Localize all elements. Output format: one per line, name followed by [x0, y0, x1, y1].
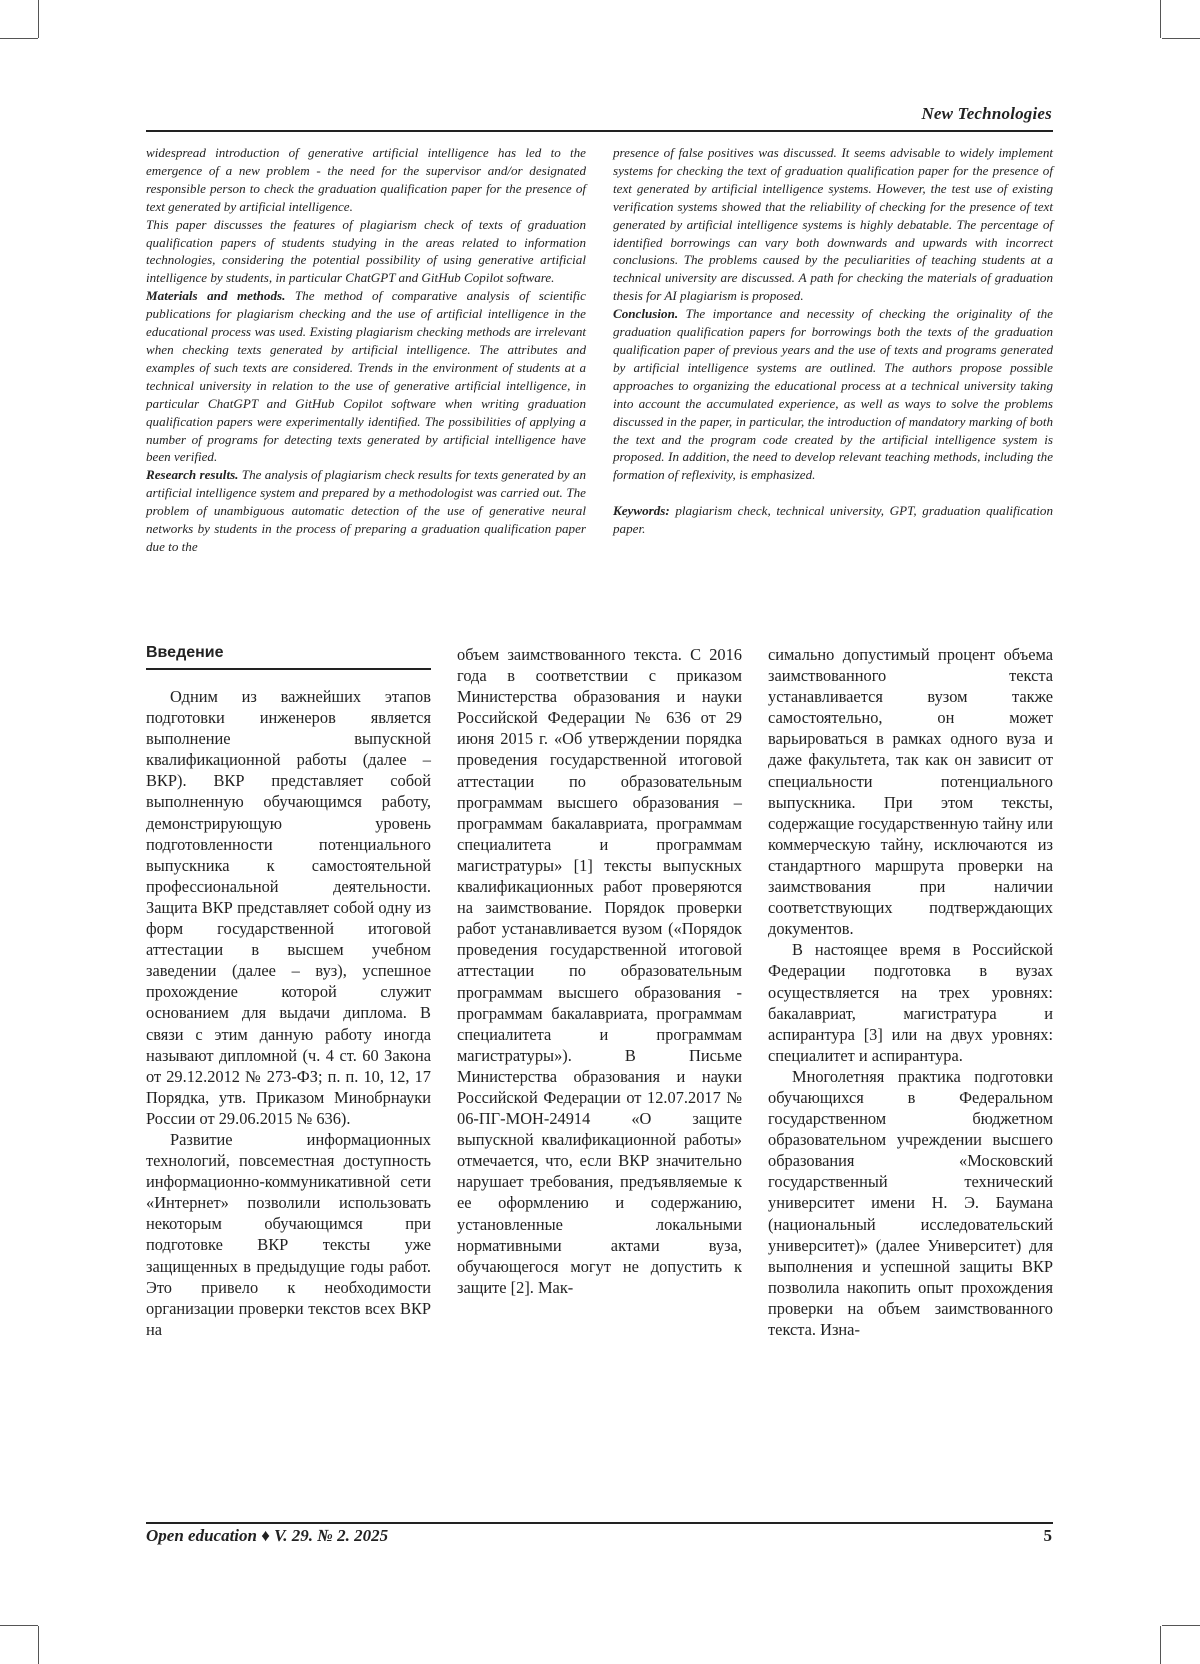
abstract: [146, 144, 1053, 556]
crop-mark: [0, 38, 38, 39]
body-paragraph: Одним из важнейших этапов подготовки инженеров является выполнение выпускной квалификационной работы (далее – ВКР). ВКР представляет собой выполненную обучающимся работу, демонстрирующую уровень подготовленности потенциального выпускника к самостоятельной профессиональной деятельности. Защита ВКР представляет собой одну из форм государственной итоговой аттестации в высшем учебном заведении (далее – вуз), успешное прохождение которой служит основанием для выдачи диплома. В связи с этим данную работу иногда называют дипломной (ч. 4 ст. 60 Закона от 29.12.2012 № 273-ФЗ; п. п. 10, 12, 17 Порядка, утв. Приказом Минобрнауки России от 29.06.2015 № 636).: [146, 687, 431, 1128]
body-column-1: [146, 686, 431, 1340]
body-paragraph: объем заимствованного текста. С 2016 года в соответствии с приказом Министерства образования и науки Российской Федерации № 636 от 29 июня 2015 г. «Об утверждении порядка проведения государственной итоговой аттестации по образовательным программам высшего образования – программам бакалавриата, программам специалитета и программам магистратуры» [1] тексты выпускных квалификационных работ проверяются на заимствование. Порядок проверки работ устанавливается вузом («Порядок проведения государственной итоговой аттестации по образовательным программам высшего образования - программам бакалавриата, программам специалитета и программам магистратуры»). В Письме Министерства образования и науки Российской Федерации от 12.07.2017 № 06-ПГ-МОН-24914 «О защите выпускной квалификационной работы» отмечается, что, если ВКР значительно нарушает требования, предъявляемые к ее оформлению и содержанию, установленные локальными нормативными актами вуза, обучающегося могут не допустить к защите [2]. Мак-: [457, 645, 742, 1297]
abstract-left-column: [146, 144, 586, 556]
crop-mark: [1160, 1626, 1161, 1664]
keywords-text: plagiarism check, technical university, GPT, graduation qualification paper.: [613, 503, 1053, 537]
abstract-paragraph: Materials and methods. The method of comparative analysis of scientific publications for plagiarism checking and the use of artificial intelligence in the educational process was used. Existing plagiarism checking methods are irrelevant when checking texts generated by artificial intelligence. The attributes and examples of such texts are considered. Trends in the environment of students at a technical university in relation to the use of generative artificial intelligence, in particular ChatGPT and GitHub Copilot software when writing graduation qualification papers were experimentally identified. The possibilities of applying a number of programs for detecting texts generated by artificial intelligence have been verified.: [146, 288, 586, 465]
crop-mark: [38, 1626, 39, 1664]
abstract-paragraph: presence of false positives was discussed. It seems advisable to widely implement systems for checking the text of graduation qualification paper for the presence of text generated by artificial intelligence systems. However, the test use of existing verification systems showed that the reliability of checking for the presence of text generated by artificial intelligence systems is highly debatable. The percentage of identified borrowings can vary both downwards and upwards with incorrect conclusions. The problems caused by the peculiarities of teaching students at a technical university are discussed. A path for checking the materials of graduation thesis for AI plagiarism is proposed.: [613, 145, 1053, 304]
abstract-right-column: [613, 144, 1053, 556]
conclusion-heading: Conclusion.: [613, 306, 679, 322]
keywords-label: Keywords:: [613, 503, 670, 519]
abstract-paragraph: widespread introduction of generative artificial intelligence has led to the emergence of a new problem - the need for the supervisor and/or designated responsible person to check the graduation qualification paper for the presence of text generated by artificial intelligence.: [146, 145, 586, 214]
body-paragraph: Развитие информационных технологий, повсеместная доступность информационно-коммуникативной сети «Интернет» позволили использовать некоторым обучающимся при подготовке ВКР тексты уже защищенных в предыдущие годы работ. Это привело к необходимости организации проверки текстов всех ВКР на: [146, 1129, 431, 1339]
abstract-paragraph: Conclusion. The importance and necessity of checking the originality of the graduation qualification papers for borrowings both the texts of the graduation qualification paper of previous years and the use of texts and programs generated by artificial intelligence systems are outlined. The authors propose possible approaches to organizing the educational process at a technical university taking into account the accumulated experience, as well as ways to solve the problems discussed in the paper, in particular, the introduction of mandatory marking of both the text and the program code created by the artificial intelligence system is proposed. In addition, the need to develop relevant teaching methods, including the formation of reflexivity, is emphasized.: [613, 306, 1053, 483]
section-rule: [146, 668, 431, 670]
crop-mark: [1162, 1625, 1200, 1626]
page-number: 5: [1043, 1526, 1052, 1545]
crop-mark: [0, 1625, 38, 1626]
crop-mark: [38, 0, 39, 38]
body-paragraph: симально допустимый процент объема заимствованного текста устанавливается вузом также самостоятельно, он может варьироваться в рамках одного вуза и даже факультета, так как он зависит от специальности потенциального выпускника. При этом тексты, содержащие государственную тайну или коммерческую тайну, исключаются из стандартного маршрута проверки на заимствования при наличии соответствующих подтверждающих документов.: [768, 645, 1053, 939]
body-column-3: [768, 644, 1053, 1340]
journal-citation: Open education ♦ V. 29. № 2. 2025: [146, 1526, 389, 1545]
running-header: New Technologies: [921, 104, 1052, 123]
body-paragraph: Многолетняя практика подготовки обучающихся в Федеральном государственном бюджетном образовательном учреждении высшего образования «Московский государственный технический университет имени Н. Э. Баумана (национальный исследовательский университет)» (далее Университет) для выполнения и успешной защиты ВКР позволила накопить опыт прохождения проверки на объем заимствованного текста. Изна-: [768, 1066, 1053, 1339]
header-rule: [146, 130, 1053, 132]
crop-mark: [1162, 38, 1200, 39]
section-heading: Введение: [146, 644, 224, 661]
abstract-paragraph: This paper discusses the features of plagiarism check of texts of graduation qualification papers of students studying in the areas related to information technologies, considering the potential possibility of using generative artificial intelligence by students, in particular ChatGPT and GitHub Copilot software.: [146, 216, 586, 286]
crop-mark: [1160, 0, 1161, 38]
body-paragraph: В настоящее время в Российской Федерации подготовка в вузах осуществляется на трех уровнях: бакалавриат, магистратура и аспирантура [3] или на двух уровнях: специалитет и аспирантура.: [768, 940, 1053, 1065]
results-heading: Research results.: [146, 467, 239, 483]
keywords: [613, 502, 1053, 538]
body-column-2: [457, 644, 742, 1298]
abstract-paragraph: Research results. The analysis of plagiarism check results for texts generated by an artificial intelligence system and prepared by a methodologist was carried out. The problem of unambiguous automatic detection of the use of generative neural networks by students in the process of preparing a graduation qualification paper due to the: [146, 467, 586, 554]
footer-rule: [146, 1522, 1053, 1524]
methods-heading: Materials and methods.: [146, 288, 286, 304]
